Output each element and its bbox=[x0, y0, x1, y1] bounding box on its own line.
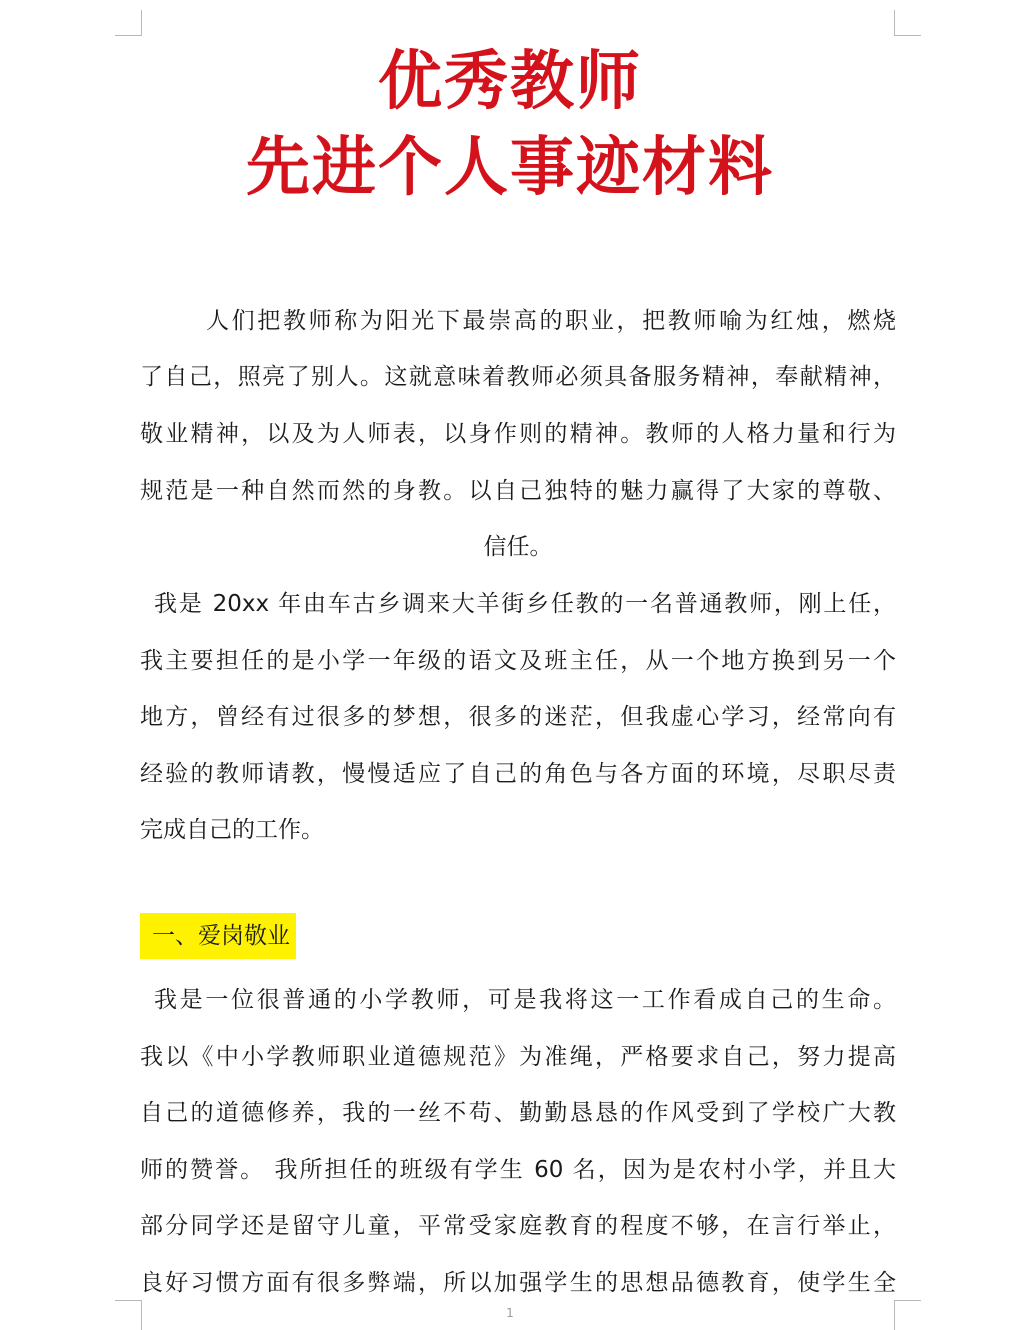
crop-mark-top-right bbox=[894, 10, 895, 36]
crop-mark-top-left bbox=[115, 35, 142, 36]
paragraph-line: 良好习惯方面有很多弊端，所以加强学生的思想品德教育，使学生全 bbox=[140, 1270, 896, 1296]
intro-line: 了自己，照亮了别人。这就意味着教师必须具备服务精神，奉献精神， bbox=[140, 364, 896, 390]
page-number: 1 bbox=[506, 1306, 514, 1320]
intro-line: 规范是一种自然而然的身教。以自己独特的魅力赢得了大家的尊敬、 bbox=[140, 478, 896, 504]
intro-line: 信任。 bbox=[483, 534, 553, 560]
paragraph-line: 自己的道德修养，我的一丝不苟、勤勤恳恳的作风受到了学校广大教 bbox=[140, 1100, 896, 1126]
paragraph-line: 经验的教师请教，慢慢适应了自己的角色与各方面的环境，尽职尽责 bbox=[140, 761, 896, 787]
paragraph-line: 完成自己的工作。 bbox=[140, 817, 324, 843]
intro-line: 人们把教师称为阳光下最崇高的职业，把教师喻为红烛，燃烧 bbox=[206, 308, 896, 334]
paragraph-line: 我以《中小学教师职业道德规范》为准绳，严格要求自己，努力提高 bbox=[140, 1044, 896, 1070]
paragraph-line: 我主要担任的是小学一年级的语文及班主任，从一个地方换到另一个 bbox=[140, 648, 896, 674]
paragraph-line: 地方，曾经有过很多的梦想，很多的迷茫，但我虚心学习，经常向有 bbox=[140, 704, 896, 730]
document-title-line-1: 优秀教师 bbox=[378, 45, 642, 119]
paragraph-line: 我是一位很普通的小学教师，可是我将这一工作看成自己的生命。 bbox=[154, 987, 896, 1013]
paragraph-line: 师的赞誉。 我所担任的班级有学生 60 名，因为是农村小学，并且大 bbox=[140, 1157, 896, 1183]
crop-mark-top-left bbox=[141, 10, 142, 36]
intro-line: 敬业精神，以及为人师表，以身作则的精神。教师的人格力量和行为 bbox=[140, 421, 896, 447]
document-title-line-2: 先进个人事迹材料 bbox=[246, 131, 774, 205]
paragraph-line: 部分同学还是留守儿童，平常受家庭教育的程度不够，在言行举止， bbox=[140, 1213, 896, 1239]
crop-mark-top-right bbox=[894, 35, 921, 36]
paragraph-line: 我是 20xx 年由车古乡调来大羊街乡任教的一名普通教师，刚上任， bbox=[154, 591, 896, 617]
crop-mark-bottom-left bbox=[115, 1300, 142, 1301]
crop-mark-bottom-right bbox=[894, 1300, 921, 1301]
section-heading: 一、爱岗敬业 bbox=[140, 913, 296, 959]
